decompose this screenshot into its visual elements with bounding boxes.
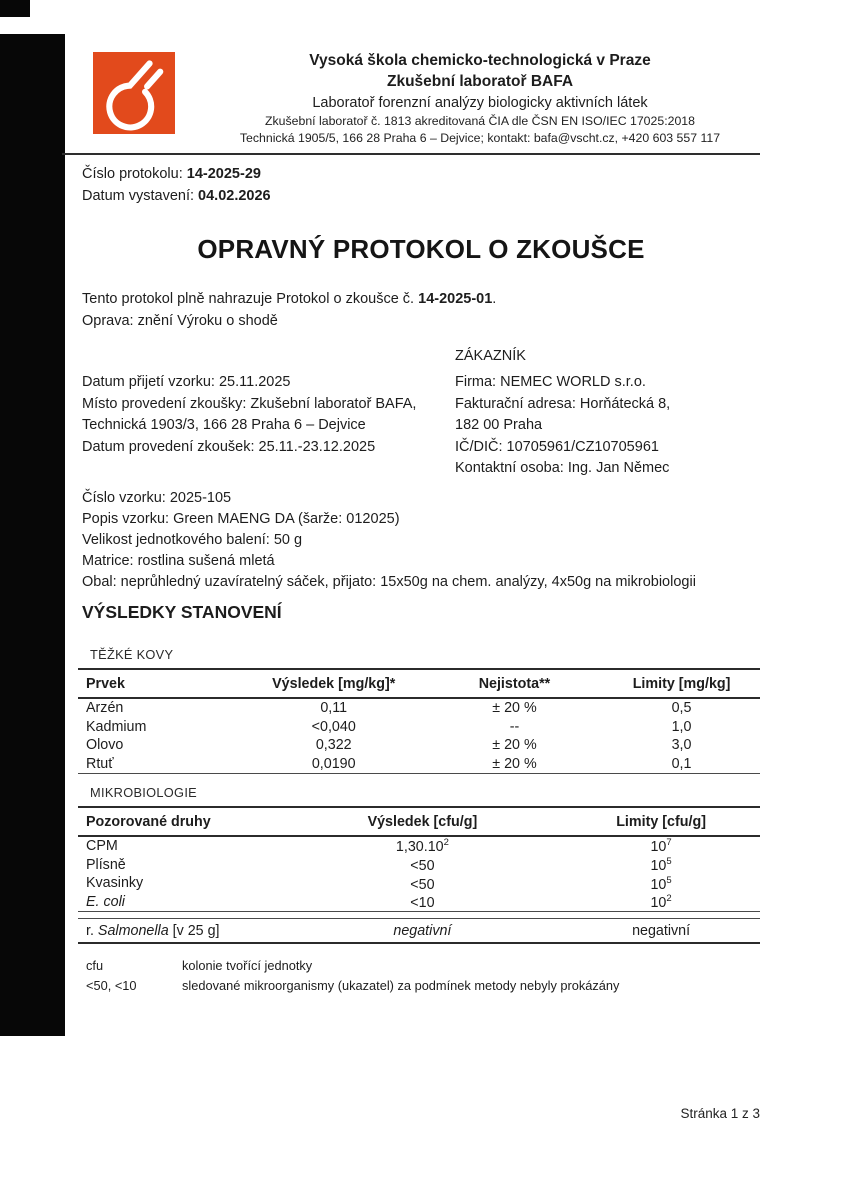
micro-limit-base: 10 bbox=[650, 894, 667, 911]
salmonella-limit: negativní bbox=[632, 922, 691, 939]
scan-corner-artifact bbox=[0, 0, 30, 17]
micro-col-limit: Limity [cfu/g] bbox=[616, 813, 706, 830]
issue-date-label: Datum vystavení: bbox=[82, 187, 199, 204]
sample-received-date: Datum přijetí vzorku: 25.11.2025 bbox=[82, 374, 291, 390]
accreditation-line: Zkušební laboratoř č. 1813 akreditovaná ČIA dle ČSN EN ISO/IEC 17025:2018 bbox=[265, 114, 695, 128]
metal-name: Rtuť bbox=[86, 756, 114, 773]
salmonella-prefix: r. bbox=[86, 922, 98, 939]
footnotes bbox=[86, 956, 746, 995]
metal-name: Olovo bbox=[86, 737, 124, 754]
heavy-metals-table bbox=[78, 668, 760, 774]
footnote-term: <50, <10 bbox=[86, 977, 137, 993]
sample-info-block bbox=[82, 488, 772, 593]
metal-result: <0,040 bbox=[311, 718, 356, 735]
micro-result-exponent: 2 bbox=[443, 837, 449, 849]
table-row bbox=[78, 736, 760, 755]
metal-result: 0,322 bbox=[315, 737, 352, 754]
metal-uncertainty: ± 20 % bbox=[492, 756, 537, 773]
customer-tax-id: IČ/DIČ: 10705961/CZ10705961 bbox=[455, 438, 659, 455]
header-divider bbox=[62, 153, 760, 155]
customer-contact-person: Kontaktní osoba: Ing. Jan Němec bbox=[455, 460, 670, 476]
metal-limit: 0,5 bbox=[671, 700, 692, 717]
metal-uncertainty: ± 20 % bbox=[492, 737, 537, 754]
correction-line: Oprava: znění Výroku o shodě bbox=[82, 312, 278, 329]
org-name: Vysoká škola chemicko-technologická v Praze bbox=[309, 52, 651, 69]
micro-limit-base: 10 bbox=[650, 839, 667, 856]
micro-result bbox=[283, 875, 563, 893]
issue-date-value: 04.02.2026 bbox=[198, 187, 271, 204]
micro-limit bbox=[562, 856, 760, 874]
micro-limit bbox=[562, 893, 760, 911]
micro-result-base: 1,30.10 bbox=[395, 839, 444, 856]
micro-species: E. coli bbox=[86, 894, 125, 911]
footnote-definition: sledované mikroorganismy (ukazatel) za podmínek metody nebyly prokázány bbox=[182, 977, 620, 993]
micro-species: Plísně bbox=[86, 856, 126, 873]
vscht-flask-logo-icon bbox=[93, 52, 175, 134]
document-title: OPRAVNÝ PROTOKOL O ZKOUŠCE bbox=[197, 234, 645, 264]
micro-limit bbox=[562, 875, 760, 893]
metal-result: 0,11 bbox=[320, 700, 348, 717]
metal-name: Kadmium bbox=[86, 718, 147, 735]
metals-section-heading: TĚŽKÉ KOVY bbox=[90, 647, 174, 662]
metals-col-element: Prvek bbox=[86, 675, 125, 692]
micro-result bbox=[283, 893, 563, 911]
customer-company: Firma: NEMEC WORLD s.r.o. bbox=[455, 374, 646, 390]
micro-result-base: <10 bbox=[410, 894, 435, 911]
microbiology-table bbox=[78, 806, 760, 912]
micro-result-base: <50 bbox=[410, 857, 435, 874]
table-row bbox=[78, 893, 760, 912]
salmonella-species bbox=[78, 923, 283, 939]
replacement-period: . bbox=[492, 291, 497, 307]
micro-limit bbox=[562, 837, 760, 855]
sample-matrix: Matrice: rostlina sušená mletá bbox=[82, 553, 275, 569]
micro-limit-base: 10 bbox=[650, 857, 667, 874]
micro-species: Kvasinky bbox=[86, 875, 144, 892]
scan-edge-artifact bbox=[0, 34, 65, 1036]
metal-uncertainty: ± 20 % bbox=[492, 700, 537, 717]
replacement-text: Tento protokol plně nahrazuje Protokol o zkoušce č. bbox=[82, 291, 419, 307]
micro-limit-exponent: 5 bbox=[666, 856, 672, 867]
salmonella-table bbox=[78, 918, 760, 944]
micro-col-species: Pozorované druhy bbox=[86, 813, 211, 830]
salmonella-suffix: [v 25 g] bbox=[168, 922, 220, 939]
metal-result: 0,0190 bbox=[311, 756, 356, 773]
protocol-number-value: 14-2025-29 bbox=[186, 166, 261, 182]
protocol-number-label: Číslo protokolu: bbox=[82, 166, 187, 182]
table-row bbox=[78, 837, 760, 856]
micro-limit-exponent: 7 bbox=[666, 837, 672, 849]
customer-address-line1: Fakturační adresa: Horňátecká 8, bbox=[455, 395, 671, 412]
customer-heading: ZÁKAZNÍK bbox=[455, 348, 526, 364]
metals-col-result: Výsledek [mg/kg]* bbox=[272, 675, 396, 692]
sample-number: Číslo vzorku: 2025-105 bbox=[82, 490, 232, 506]
test-dates: Datum provedení zkoušek: 25.11.-23.12.2025 bbox=[82, 438, 376, 455]
micro-limit-base: 10 bbox=[650, 876, 667, 893]
protocol-number-line bbox=[82, 164, 271, 186]
micro-section-heading: MIKROBIOLOGIE bbox=[90, 785, 198, 800]
metal-limit: 0,1 bbox=[671, 756, 692, 773]
footnote-definition: kolonie tvořící jednotky bbox=[182, 958, 313, 973]
sample-packaging: Obal: neprůhledný uzavíratelný sáček, přijato: 15x50g na chem. analýzy, 4x50g na mikrobiologii bbox=[82, 574, 696, 590]
test-location-line1: Místo provedení zkoušky: Zkušební laboratoř BAFA, bbox=[82, 395, 417, 412]
letterhead bbox=[180, 50, 780, 147]
metal-uncertainty: -- bbox=[509, 718, 520, 735]
metal-limit: 3,0 bbox=[671, 737, 692, 754]
table-row bbox=[78, 919, 760, 942]
table-row bbox=[78, 874, 760, 893]
micro-col-result: Výsledek [cfu/g] bbox=[367, 813, 478, 830]
micro-limit-exponent: 2 bbox=[666, 893, 672, 905]
table-row bbox=[78, 699, 760, 718]
replacement-line bbox=[82, 289, 496, 311]
test-info-block bbox=[82, 372, 442, 458]
sample-description: Popis vzorku: Green MAENG DA (šarže: 012025) bbox=[82, 511, 400, 527]
salmonella-result: negativní bbox=[393, 922, 452, 939]
lab-fullname: Laboratoř forenzní analýzy biologicky aktivních látek bbox=[312, 95, 648, 111]
results-heading: VÝSLEDKY STANOVENÍ bbox=[82, 602, 282, 622]
protocol-meta bbox=[82, 164, 271, 207]
micro-result bbox=[283, 837, 563, 855]
micro-result-base: <50 bbox=[410, 876, 435, 893]
sample-unit-size: Velikost jednotkového balení: 50 g bbox=[82, 532, 303, 548]
test-location-line2: Technická 1903/3, 166 28 Praha 6 – Dejvice bbox=[82, 417, 366, 433]
issue-date-line bbox=[82, 186, 271, 208]
customer-address-line2: 182 00 Praha bbox=[455, 417, 543, 433]
table-row bbox=[78, 718, 760, 737]
replacement-note bbox=[82, 289, 496, 332]
table-row bbox=[78, 856, 760, 875]
metal-name: Arzén bbox=[86, 700, 124, 717]
salmonella-name: Salmonella bbox=[97, 922, 169, 939]
micro-limit-exponent: 5 bbox=[666, 874, 672, 886]
metals-col-uncertainty: Nejistota** bbox=[478, 675, 551, 692]
footnote-term: cfu bbox=[86, 958, 104, 973]
metals-col-limit: Limity [mg/kg] bbox=[632, 675, 731, 692]
micro-header-row bbox=[78, 808, 760, 837]
metals-header-row bbox=[78, 670, 760, 699]
replaced-protocol-number: 14-2025-01 bbox=[418, 291, 493, 307]
micro-species: CPM bbox=[86, 838, 118, 855]
contact-line: Technická 1905/5, 166 28 Praha 6 – Dejvice; kontakt: bafa@vscht.cz, +420 603 557 117 bbox=[239, 131, 721, 145]
metal-limit: 1,0 bbox=[671, 718, 692, 735]
lab-name: Zkušební laboratoř BAFA bbox=[386, 73, 574, 90]
page-number: Stránka 1 z 3 bbox=[680, 1106, 760, 1121]
table-row bbox=[78, 755, 760, 774]
micro-result bbox=[283, 856, 563, 874]
customer-block bbox=[455, 372, 765, 480]
